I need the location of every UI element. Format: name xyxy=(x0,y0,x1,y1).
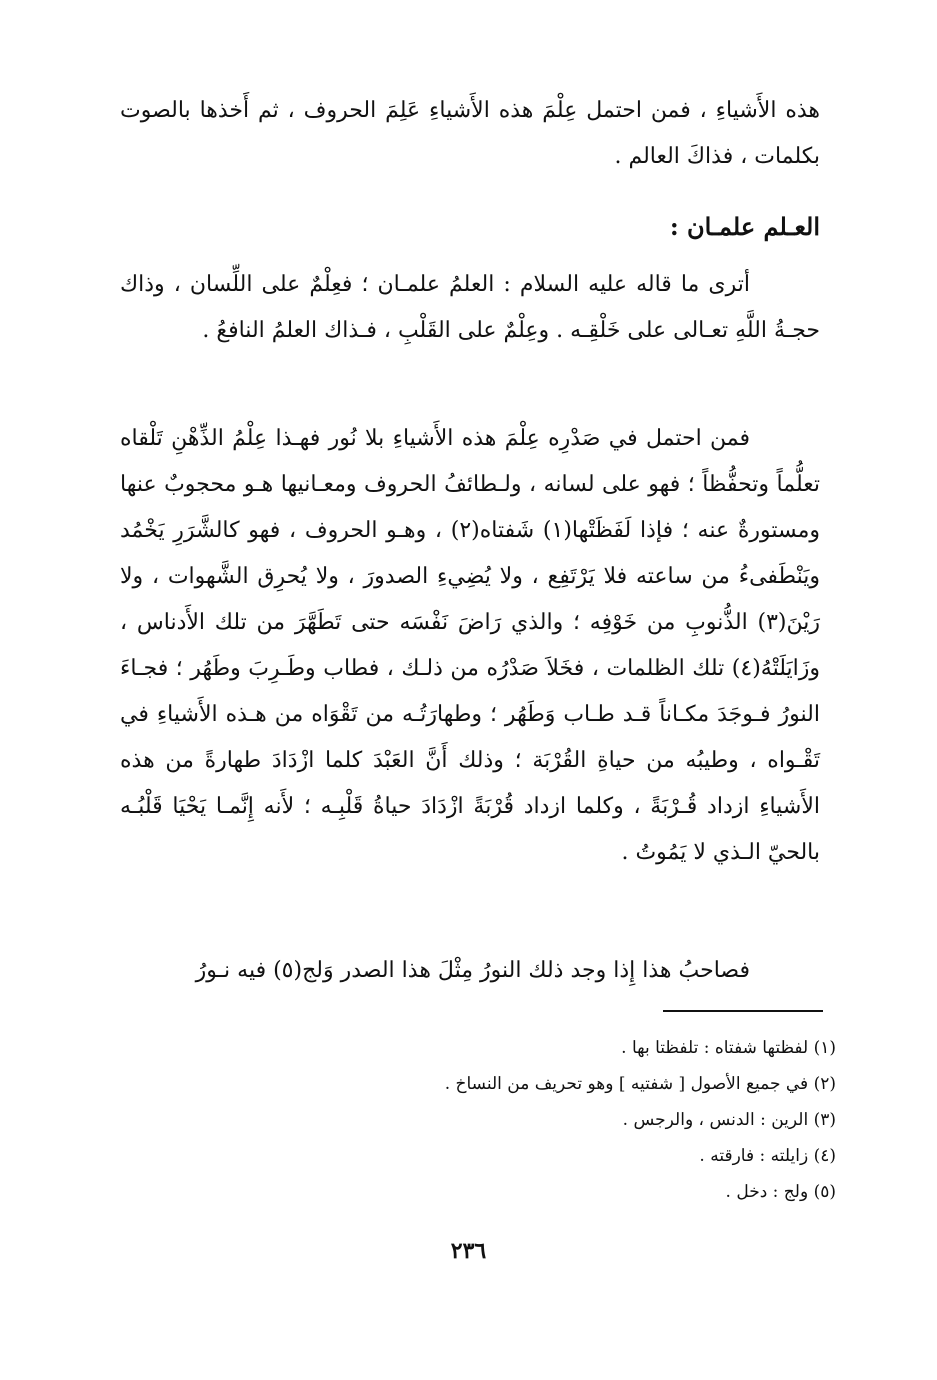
footnote-3: (٣) الرين : الدنس ، والرجس . xyxy=(622,1110,836,1130)
paragraph-1-text: أترى ما قاله عليه السلام : العلمُ علمـان ؛ فعِلْمٌ على اللِّسان ، وذاك حجـةُ اللَّهِ تعـالى على خَلْقِـه . وعِلْمٌ على القَلْبِ ، فـذاك العلمُ النافعُ . xyxy=(120,272,820,343)
footnote-2: (٢) في جميع الأصول [ شفتيه ] وهو تحريف من النساخ . xyxy=(444,1074,836,1094)
intro-text: هذه الأَشياءِ ، فمن احتمل عِلْمَ هذه الأَشياءِ عَلِمَ الحروف ، ثم أَخذها بالصوت بكلمات ، فذاكَ العالم . xyxy=(120,98,820,169)
footnotes xyxy=(200,1030,836,1210)
footnote-separator xyxy=(663,1010,823,1012)
page-number: ٢٣٦ xyxy=(450,1238,487,1264)
paragraph-1 xyxy=(120,262,820,354)
paragraph-2 xyxy=(120,416,820,876)
paragraph-3 xyxy=(120,948,820,994)
footnote-5: (٥) ولج : دخل . xyxy=(725,1182,836,1202)
section-heading: العـلم علمـان : xyxy=(669,212,820,241)
intro-paragraph xyxy=(120,88,820,180)
paragraph-2-text: فمن احتمل في صَدْرِه عِلْمَ هذه الأَشياءِ بلا نُور فهـذا عِلْمُ الذِّهْنِ تَلْقاه تعلُّماً وتحفُّظاً ؛ فهو على لسانه ، ولـطائفُ الحروف ومعـانيها هـو محجوبٌ عنها ومستورةٌ عنه ؛ فإذا لَفَظَتْها(١) شَفتاه(٢) ، وهـو الحروف ، فهو كالشَّرَرِ يَخْمُد ويَنْطَفىءُ من ساعته فلا يَرْتَفِع ، ولا يُضِيءِ الصدورَ ، ولا يُحرِق الشَّهوات ، ولا رَيْنَ(٣) الذُّنوبِ من خَوْفِه ؛ والذي رَاضَ نَفْسَه حتى تَطَهَّرَ من تلك الأَدناس ، وزَايَلَتْهُ(٤) تلك الظلمات ، فخَلاَ صَدْرُه من ذلـك ، فطاب وطَـرِبَ وطَهُر ؛ فجـاءَ النورُ فـوجَدَ مكـاناً قـد طـاب وَطَهُر ؛ وطهارَتُـه من تَقْوَاه من هـذه الأَشياءِ في تَقْـواه ، وطيبُه من حياةِ القُرْبَة ؛ وذلك أَنَّ العَبْدَ كلما ازْدَادَ طهارةً من هذه الأَشياءِ ازداد قُـرْبَةً ، وكلما ازداد قُرْبَةً ازْدَادَ حياةُ قَلْبِـه ؛ لأَنه إِنَّمـا يَحْيَا قَلْبُـه بالحيّ الـذي لا يَمُوتُ . xyxy=(120,426,821,865)
footnote-4: (٤) زايلته : فارقته . xyxy=(699,1146,836,1166)
footnote-1: (١) لفظتها شفتاه : تلفظتا بها . xyxy=(621,1038,836,1058)
paragraph-3-text: فصاحبُ هذا إِذا وجد ذلك النورُ مِثْلَ هذا الصدر وَلج(٥) فيه نـورُ xyxy=(195,958,750,983)
